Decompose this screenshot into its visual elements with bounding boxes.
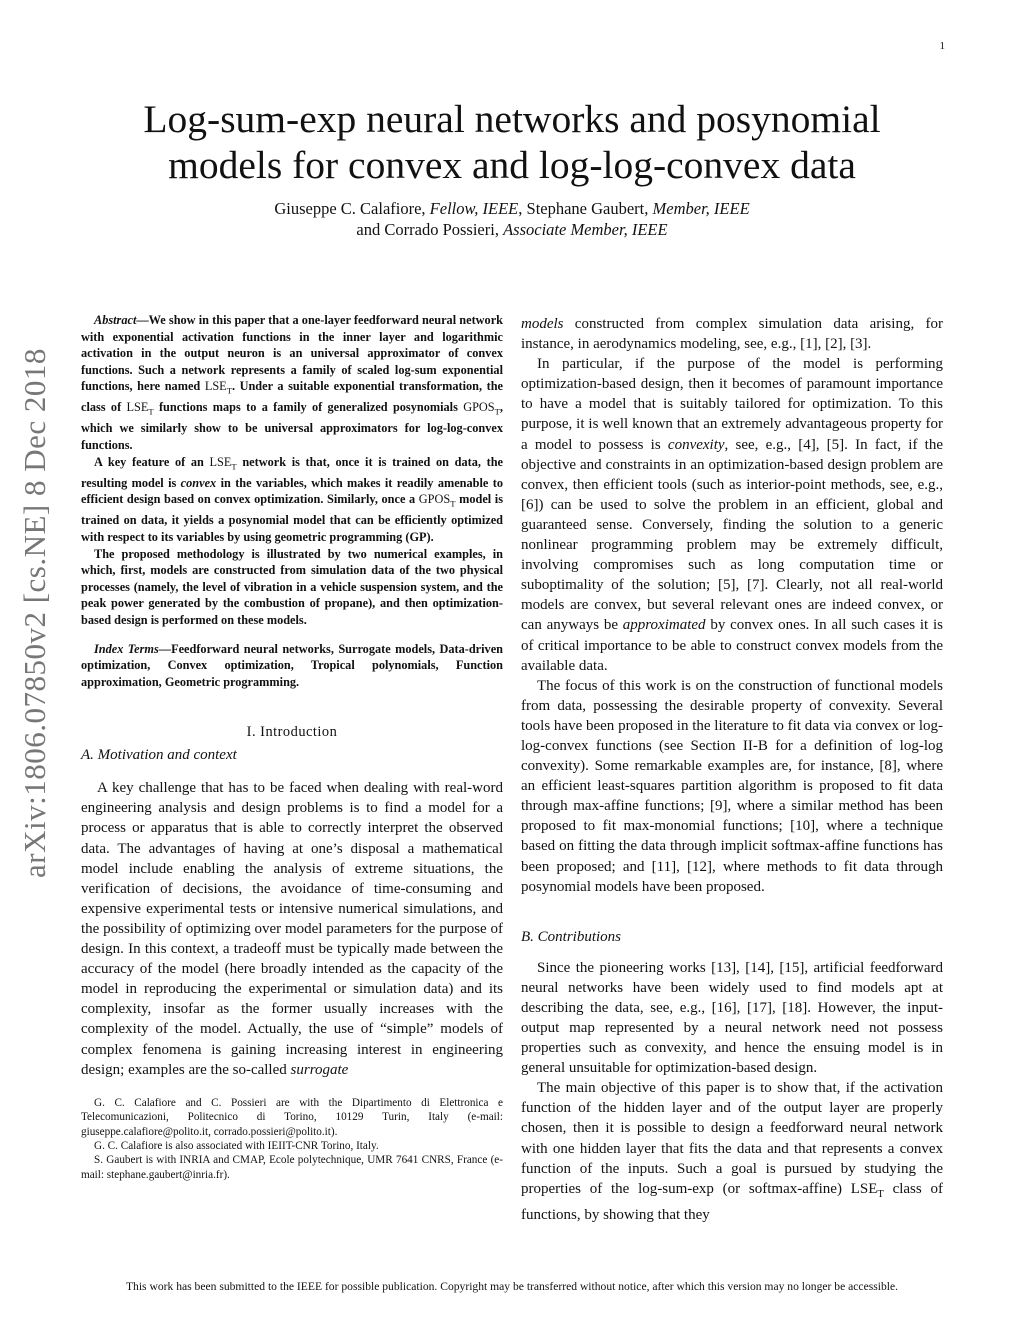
body-text: , see, e.g., [4], [5]. In fact, if the objective and constraints in an optimization-based design problem are convex, then efficient tools (such as interior-point methods, see, e.g., [6]) can be used to solve the problem in an efficient, global and guaranteed sense. Conversely, finding the solution to a generic nonlinear programming problem may be extremely difficult, involving compromises such as long computation time or suboptimality of the solution; [5], [7]. Clearly, not all real-world models are convex, but several relevant ones are indeed convex, or can anyways be xyxy=(521,436,943,634)
math-subscript: T xyxy=(148,406,154,417)
math-lse-text: LSE xyxy=(850,1180,878,1197)
footnote-2: G. C. Calafiore is also associated with IEIIT-CNR Torino, Italy. xyxy=(94,1139,379,1152)
arxiv-stamp: arXiv:1806.07850v2 [cs.NE] 8 Dec 2018 xyxy=(17,348,52,878)
left-column xyxy=(81,312,503,1182)
author-1-role: Fellow, IEEE xyxy=(429,199,519,218)
math-subscript: T xyxy=(450,498,456,509)
author-2: , Stephane Gaubert, xyxy=(518,199,653,218)
title-line-1: Log-sum-exp neural networks and posynomial xyxy=(143,97,881,141)
author-block xyxy=(0,198,1024,240)
body-text: by convex ones. In all such cases it is of critical importance to be able to construct convex models from the available data. xyxy=(521,617,944,674)
math-gpos xyxy=(418,492,456,509)
abstract xyxy=(81,312,503,629)
math-subscript: T xyxy=(877,1188,884,1200)
intro-paragraph-3: The focus of this work is on the construction of functional models from data, possessing the desirable property of convexity. Several tools have been proposed in the literature to fit data via convex or log-log-convex functions (see Section II-B for a definition of log-log convexity). Some remarkable examples are, for instance, [8], where an efficient least-squares partition algorithm is proposed to fit data through max-affine functions; [9], where a similar method has been proposed to fit max-monomial functions; [10], where a technique based on fitting the data through implicit softmax-affine functions has been proposed; and [11], [12], where methods to fit data through posynomial models have been proposed. xyxy=(521,677,943,895)
index-terms xyxy=(81,641,503,691)
subsection-heading-motivation: A. Motivation and context xyxy=(81,747,237,764)
abstract-label: Abstract xyxy=(94,313,137,327)
math-subscript: T xyxy=(231,461,237,472)
body-text: constructed from complex simulation data arising, for instance, in aerodynamics modeling, see, e.g., [1], [2], [3]. xyxy=(521,316,943,353)
emphasis-surrogate: surrogate xyxy=(290,1061,349,1078)
author-3-role: Associate Member, IEEE xyxy=(503,220,668,239)
abstract-text: network is that, once it is trained on data, the resulting model is xyxy=(81,454,503,490)
intro-paragraph-2 xyxy=(521,354,943,676)
body-text: In particular, if the purpose of the model is performing optimization-based design, then it becomes of paramount importance to have a model that is suitably tailored for optimization. To this purpose, it is well known that an extremely advantageous property for a model to possess is xyxy=(521,356,943,453)
math-lse xyxy=(850,1180,884,1200)
math-lse xyxy=(204,379,232,396)
abstract-text: —We show in this paper that a one-layer feedforward neural network with exponential activation functions in the inner layer and logarithmic activation in the output neuron is an universal approximator of convex functions. Such a network represents a family of scaled log-sum exponential functions, here named xyxy=(81,313,503,394)
emphasis-approximated: approximated xyxy=(622,617,706,634)
contributions-paragraph-1: Since the pioneering works [13], [14], [15], artificial feedforward neural networks have been widely used to find models apt at describing the data, see, e.g., [16], [17], [18]. However, the input-output map represented by a neural network need not possess properties such as convexity, and hence the ensuing model is in general unsuitable for optimization-based design. xyxy=(521,959,943,1077)
right-column xyxy=(521,314,943,1225)
math-lse xyxy=(126,400,154,417)
math-lse xyxy=(209,454,237,472)
section-heading-introduction: I. Introduction xyxy=(246,724,338,741)
abstract-text: . Under a suitable exponential transformation, the class of xyxy=(81,379,503,415)
author-1: Giuseppe C. Calafiore, xyxy=(274,199,430,218)
abstract-text: , which we similarly show to be universal approximators for log-log-convex functions. xyxy=(81,400,503,453)
paper-title xyxy=(0,96,1024,188)
math-gpos xyxy=(463,400,500,417)
page-number: 1 xyxy=(939,40,945,52)
intro-body-left xyxy=(81,778,503,1079)
body-text: The main objective of this paper is to show that, if the activation function of the hidden layer and of the output layer are properly chosen, then it is possible to design a feedforward neural network with one hidden layer that fits the data and that represents a convex function of the inputs. Such a goal is pursued by studying the properties of the log-sum-exp (or softmax-affine) xyxy=(521,1080,943,1197)
math-lse-text: LSE xyxy=(204,379,227,394)
emphasis-convex: convex xyxy=(180,475,217,490)
math-gpos-text: GPOS xyxy=(463,400,495,415)
abstract-paragraph-1 xyxy=(81,312,503,454)
abstract-paragraph-2 xyxy=(81,454,503,546)
math-lse-text: LSE xyxy=(209,454,232,469)
footnote-1: G. C. Calafiore and C. Possieri are with the Dipartimento di Elettronica e Telecomunicazioni, Politecnico di Torino, 10129 Turin, Italy (e-mail: giuseppe.calafiore@polito.it, corrado.possieri@polito.it). xyxy=(81,1096,503,1138)
math-lse-text: LSE xyxy=(126,400,149,415)
index-terms-paragraph xyxy=(81,641,503,691)
intro-body-right xyxy=(521,314,943,897)
emphasis-models: models xyxy=(521,316,564,332)
abstract-text: model is trained on data, it yields a posynomial model that can be efficiently optimized with respect to its variables by using geometric programming (GP). xyxy=(81,492,503,544)
footnote-3: S. Gaubert is with INRIA and CMAP, Ecole polytechnique, UMR 7641 CNRS, France (e-mail: stephane.gaubert@inria.fr). xyxy=(81,1154,503,1181)
abstract-text: A key feature of an xyxy=(94,454,210,469)
abstract-text: in the variables, which makes it readily amenable to efficient design based on convex optimization. Similarly, once a xyxy=(81,475,503,507)
abstract-text: functions maps to a family of generalized posynomials xyxy=(153,400,464,415)
footnotes xyxy=(81,1096,503,1182)
title-line-2: models for convex and log-log-convex data xyxy=(168,143,856,187)
contributions-body xyxy=(521,958,943,1225)
contributions-paragraph-2 xyxy=(521,1078,943,1225)
author-2-role: Member, IEEE xyxy=(652,199,750,218)
author-3: and Corrado Possieri, xyxy=(356,220,504,239)
footer-notice: This work has been submitted to the IEEE for possible publication. Copyright may be transferred without notice, after which this version may no longer be accessible. xyxy=(125,1280,899,1293)
body-text: class of functions, by showing that they xyxy=(521,1180,943,1223)
body-text: A key challenge that has to be faced when dealing with real-word engineering analysis and design problems is to find a model for a process or apparatus that is able to correctly interpret the observed data. The advantages of having at one’s disposal a mathematical model include enabling the analysis of extreme situations, the verification of decisions, the avoidance of time-consuming and expensive experimental tests or intensive numerical simulations, and the possibility of optimizing over model parameters for the purpose of design. In this context, a tradeoff must be typically made between the accuracy of the model (here broadly intended as the capacity of the model in reproducing the experimental or simulation data) and its complexity, insofar as the former usually increases with the complexity of the model. Actually, the use of “simple” models of complex fenomena is gaining increasing interest in engineering design; examples are the so-called xyxy=(81,780,503,1078)
math-gpos-text: GPOS xyxy=(418,492,451,507)
index-terms-text: —Feedforward neural networks, Surrogate models, Data-driven optimization, Convex optimization, Tropical polynomials, Function approximation, Geometric programming. xyxy=(81,641,503,689)
intro-paragraph-1-continued xyxy=(521,314,943,354)
subsection-heading-contributions: B. Contributions xyxy=(521,928,622,945)
abstract-paragraph-3: The proposed methodology is illustrated by two numerical examples, in which, first, models are constructed from simulation data of the two physical processes (namely, the level of vibration in a vehicle suspension system, and the peak power generated by the combustion of propane), and then optimization-based design is performed on these models. xyxy=(81,546,503,627)
intro-paragraph-1 xyxy=(81,778,503,1079)
math-subscript: T xyxy=(226,385,232,396)
index-terms-label: Index Terms xyxy=(94,641,159,656)
math-subscript: T xyxy=(494,406,500,417)
emphasis-convexity: convexity xyxy=(667,436,725,453)
